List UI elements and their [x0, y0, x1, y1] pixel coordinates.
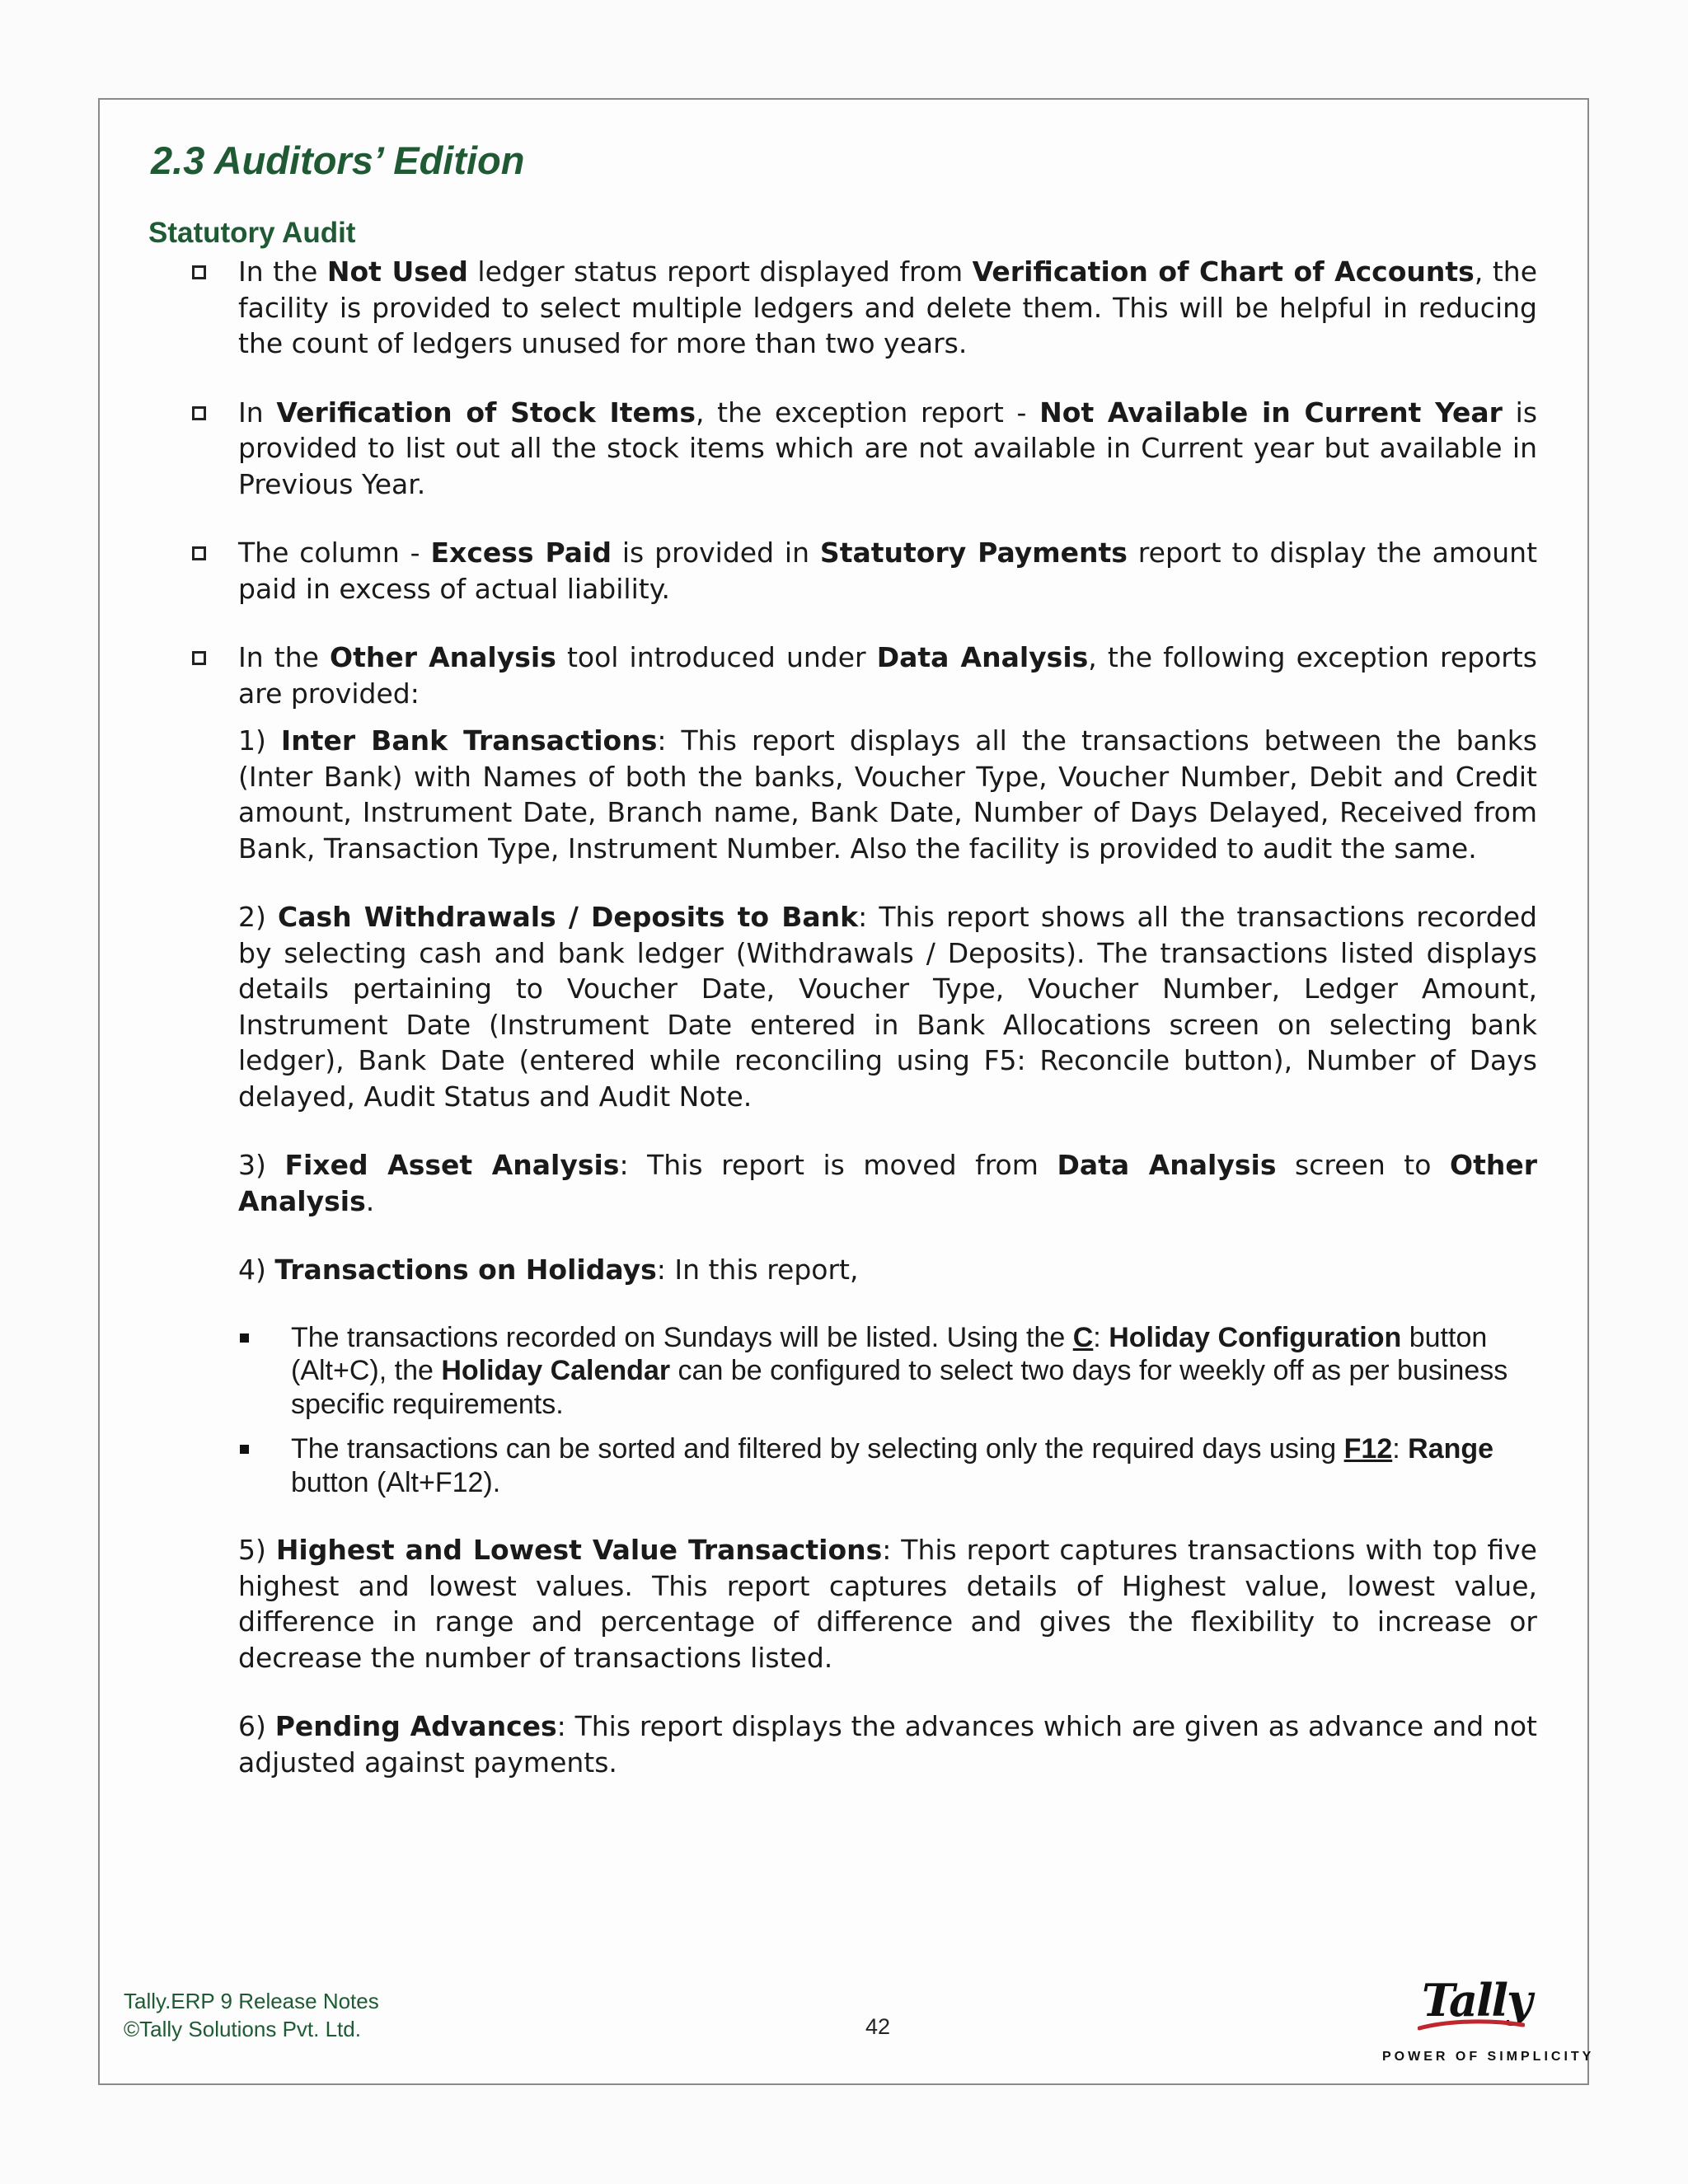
footer-copyright: ©Tally Solutions Pvt. Ltd.	[124, 2017, 361, 2041]
shortcut-key: C	[1072, 1321, 1094, 1353]
report-item: 6) Pending Advances: This report displays the advances which are given as advance and not adjusted against payments.	[238, 1710, 1537, 1779]
bullet-item: In the Other Analysis tool introduced under Data Analysis, the following exception reports are provided:	[148, 640, 1537, 711]
page-number: 42	[865, 2014, 891, 2039]
sub-bullet-item: The transactions recorded on Sundays will be listed. Using the C: Holiday Configuration button (Alt+C), the Holiday Calendar can be configured to select two days for weekly off as per business specific requirements.	[238, 1321, 1536, 1422]
tally-logo	[1376, 1974, 1595, 2073]
bullet-item: The column - Excess Paid is provided in Statutory Payments report to display the amount paid in excess of actual liability.	[148, 535, 1537, 607]
section-title: 2.3 Auditors’ Edition	[151, 138, 525, 182]
footer-doc-title: Tally.ERP 9 Release Notes	[124, 1989, 379, 2013]
subsection-title: Statutory Audit	[148, 217, 356, 249]
footer-credits	[124, 1987, 379, 2043]
sub-bullet-item: The transactions can be sorted and filtered by selecting only the required days using F12: Range button (Alt+F12).	[238, 1432, 1536, 1499]
report-item: 2) Cash Withdrawals / Deposits to Bank: This report shows all the transactions recorded by selecting cash and bank ledger (Withdrawals / Deposits). The transactions listed displays details pertaining to Voucher Date, Voucher Type, Voucher Number, Ledger Amount, Instrument Date (Instrument Date entered in Bank Allocations screen on selecting bank ledger), Bank Date (entered while reconciling using F5: Reconcile button), Number of Days delayed, Audit Status and Audit Note.	[238, 901, 1537, 1113]
report-item: 4) Transactions on Holidays: In this report,	[238, 1254, 859, 1286]
bullet-item: In Verification of Stock Items, the exception report - Not Available in Current Year is provided to list out all the stock items which are not available in Current year but available in Previous Year.	[148, 395, 1537, 503]
report-item: 5) Highest and Lowest Value Transactions: This report captures transactions with top five highest and lowest values. This report captures details of Highest value, lowest value, difference in range and percentage of difference and gives the flexibility to increase or decrease the number of transactions listed.	[238, 1534, 1537, 1674]
square-bullet-icon	[192, 406, 206, 420]
square-bullet-icon	[192, 546, 206, 560]
bullet-item: In the Not Used ledger status report displayed from Verification of Chart of Accounts, the facility is provided to select multiple ledgers and delete them. This will be helpful in reducing the count of ledgers unused for more than two years.	[148, 254, 1537, 362]
page-content	[148, 132, 1541, 1813]
square-bullet-icon	[192, 265, 206, 279]
report-item: 1) Inter Bank Transactions: This report displays all the transactions between the banks (Inter Bank) with Names of both the banks, Voucher Type, Voucher Number, Debit and Credit amount, Instrument Date, Branch name, Bank Date, Number of Days Delayed, Received from Bank, Transaction Type, Instrument Number. Also the facility is provided to audit the same.	[238, 724, 1538, 865]
report-item: 3) Fixed Asset Analysis: This report is moved from Data Analysis screen to Other Analysis.	[238, 1149, 1537, 1217]
shortcut-key: F12	[1343, 1433, 1393, 1465]
filled-square-bullet-icon	[240, 1445, 249, 1454]
square-bullet-icon	[192, 651, 206, 665]
logo-wordmark: Tally	[1422, 1974, 1531, 2027]
filled-square-bullet-icon	[240, 1333, 249, 1343]
logo-swoosh-icon	[1418, 2017, 1525, 2033]
logo-tagline: POWER OF SIMPLICITY	[1382, 2050, 1595, 2064]
